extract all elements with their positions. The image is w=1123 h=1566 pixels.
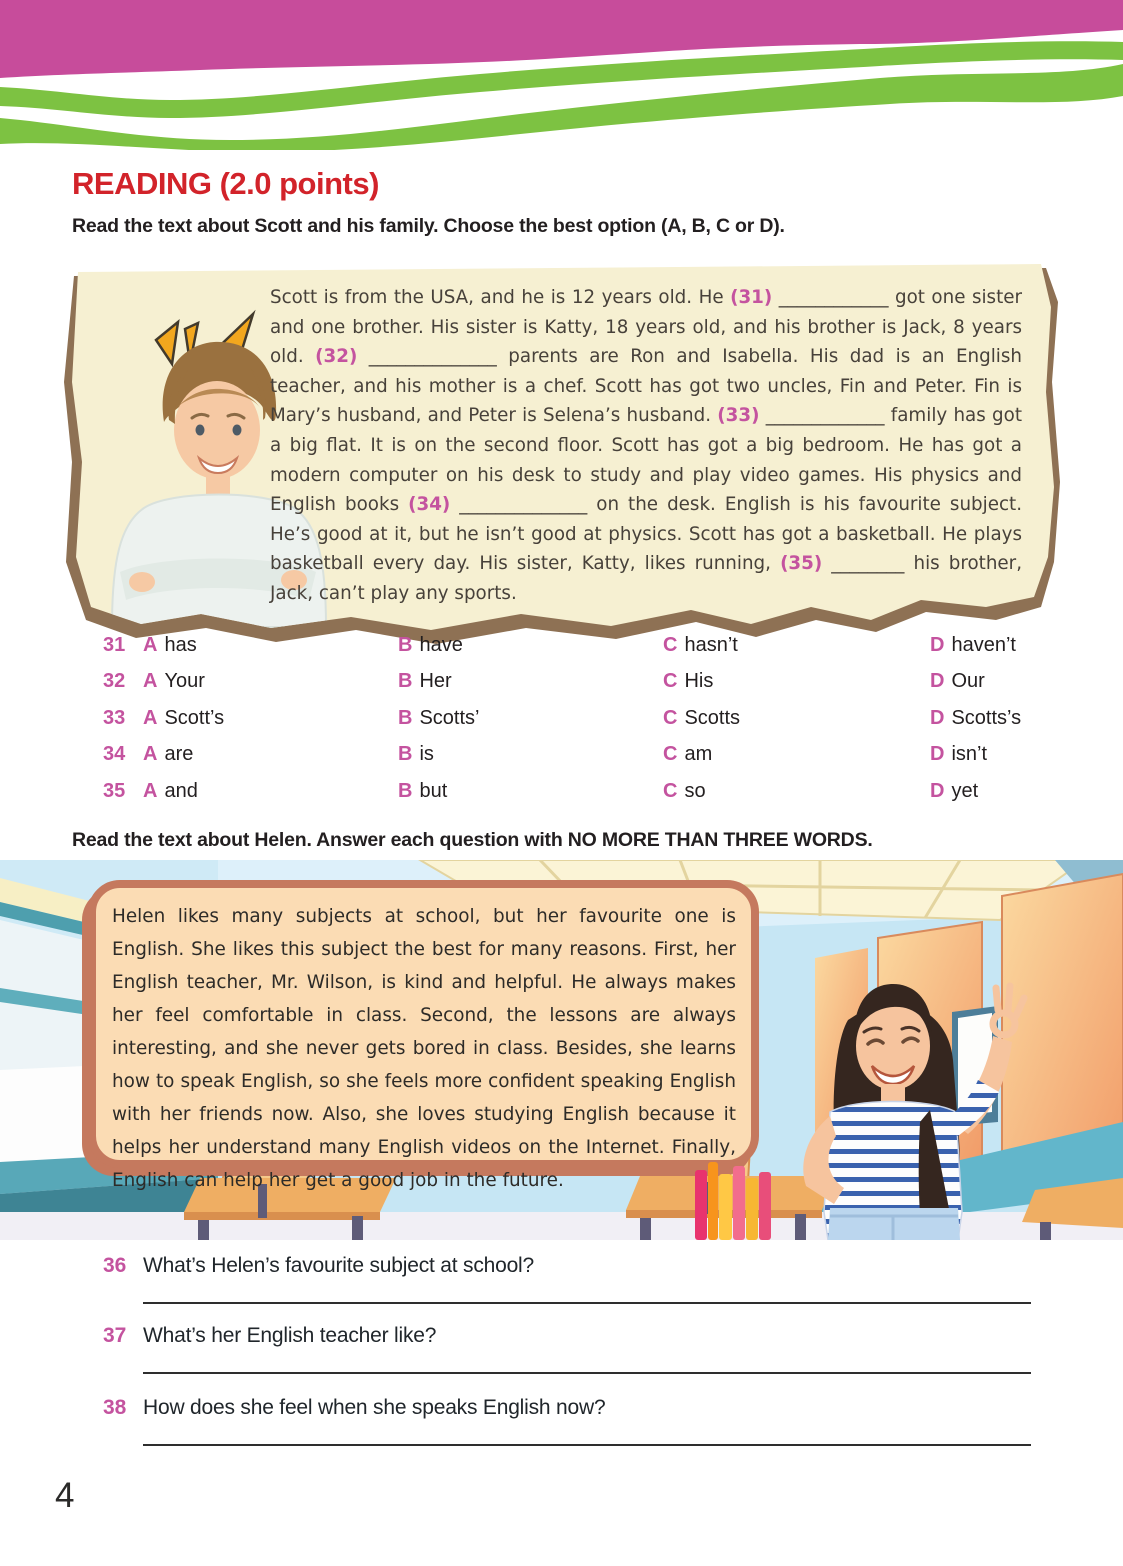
question-number: 31 xyxy=(103,634,126,656)
question-number: 36 xyxy=(103,1254,127,1277)
option-a: A are xyxy=(143,743,194,766)
option-d: D haven’t xyxy=(930,634,1016,656)
option-a: A Scott’s xyxy=(143,706,225,729)
multiple-choice-block xyxy=(103,634,1063,816)
instruction-scott: Read the text about Scott and his family. Choose the best option (A, B, C or D). xyxy=(72,215,785,237)
option-b: B Her xyxy=(398,670,452,693)
question-text: What’s Helen’s favourite subject at school? xyxy=(143,1254,535,1277)
option-b: B but xyxy=(398,779,448,802)
mcq-row-35 xyxy=(103,780,1063,816)
helen-speech-box xyxy=(88,880,759,1191)
option-d: D Our xyxy=(930,670,985,693)
section-title: READING (2.0 points) xyxy=(72,166,379,201)
option-c: C His xyxy=(663,670,714,693)
option-c: C so xyxy=(663,779,706,802)
option-c: C hasn’t xyxy=(663,634,738,656)
answer-line xyxy=(143,1372,1031,1374)
question-number: 37 xyxy=(103,1324,127,1347)
question-number: 35 xyxy=(103,779,126,802)
option-b: B is xyxy=(398,743,434,766)
question-text: How does she feel when she speaks English now? xyxy=(143,1396,606,1419)
mcq-row-34 xyxy=(103,743,1063,779)
option-a: A has xyxy=(143,634,197,656)
mcq-row-33 xyxy=(103,707,1063,743)
instruction-helen: Read the text about Helen. Answer each question with NO MORE THAN THREE WORDS. xyxy=(72,829,873,851)
helen-passage: Helen likes many subjects at school, but her favourite one is English. She likes this subject the best for many reasons. First, her English teacher, Mr. Wilson, is kind and helpful. He always makes her feel comfortable in class. Second, the lessons are always interesting, and she never gets bored in class. Besides, she learns how to speak English, so she feels more confident speaking English with her friends now. Also, she loves studying English because it helps her understand many English videos on the Internet. Finally, English can help her get a good job in the future. xyxy=(112,906,736,1191)
option-b: B have xyxy=(398,634,463,656)
question-number: 32 xyxy=(103,670,126,693)
option-a: A and xyxy=(143,779,198,802)
question-number: 34 xyxy=(103,743,126,766)
option-a: A Your xyxy=(143,670,205,693)
option-d: D yet xyxy=(930,779,979,802)
mcq-row-31 xyxy=(103,634,1063,670)
books-stack xyxy=(693,1158,783,1240)
question-number: 38 xyxy=(103,1396,127,1419)
mcq-row-32 xyxy=(103,670,1063,706)
question-number: 33 xyxy=(103,706,126,729)
page-number: 4 xyxy=(55,1476,75,1515)
option-b: B Scotts’ xyxy=(398,706,480,729)
option-c: C am xyxy=(663,743,713,766)
question-text: What’s her English teacher like? xyxy=(143,1324,437,1347)
pink-wave-band xyxy=(0,0,1123,78)
scott-passage: Scott is from the USA, and he is 12 years old. He (31) ____________ got one sister and one brother. His sister is Katty, 18 years old, and his brother is Jack, 8 years old. (32) ______________ parents are Ron and Isabella. His dad is an English teacher, and his mother is a chef. Scott has got two uncles, Fin and Peter. Fin is Mary’s husband, and Peter is Selena’s husband. (33) _____________ family has got a big flat. It is on the second floor. Scott has got a big bedroom. He has got a modern computer on his desk to study and play video games. His physics and English books (34) ______________ on the desk. English is his favourite subject. He’s good at it, but he isn’t good at physics. Scott has got a basketball. He plays basketball every day. His sister, Katty, likes running, (35) ________ his brother, Jack, can’t play any sports. xyxy=(270,287,1023,604)
option-d: D isn’t xyxy=(930,743,988,766)
answer-line xyxy=(143,1444,1031,1446)
top-wave-decoration xyxy=(0,0,1123,150)
option-c: C Scotts xyxy=(663,706,741,729)
option-d: D Scotts’s xyxy=(930,706,1022,729)
answer-line xyxy=(143,1302,1031,1304)
